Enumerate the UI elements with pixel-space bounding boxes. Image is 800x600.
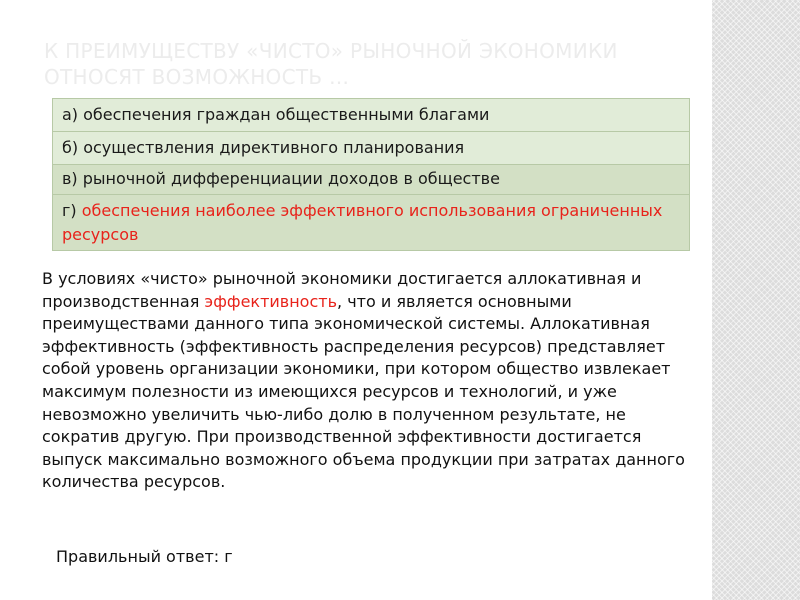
explanation-part-1: В условиях «чисто» рыночной экономики достигается аллокативная и производственная — [42, 269, 642, 311]
explanation-highlight: эффективность — [204, 291, 338, 311]
slide-title — [44, 38, 644, 90]
option-b — [53, 132, 689, 165]
slide-title-line-1: К ПРЕИМУЩЕСТВУ «ЧИСТО» РЫНОЧНОЙ ЭКОНОМИКИ — [44, 39, 618, 63]
answer-options-table — [52, 98, 690, 251]
option-c-text: в) рыночной дифференциации доходов в обществе — [62, 169, 500, 188]
slide-title-line-2: ОТНОСЯТ ВОЗМОЖНОСТЬ … — [44, 65, 350, 89]
correct-answer: Правильный ответ: г — [56, 547, 233, 566]
option-d-text: обеспечения наиболее эффективного использования ограниченных ресурсов — [62, 201, 663, 244]
option-a — [53, 99, 689, 132]
option-b-text: б) осуществления директивного планирования — [62, 138, 465, 157]
option-d-prefix: г) — [62, 201, 82, 220]
option-a-text: а) обеспечения граждан общественными благами — [62, 105, 490, 124]
explanation-paragraph — [42, 268, 702, 494]
decorative-side-band — [712, 0, 800, 600]
option-c — [53, 165, 689, 195]
option-d — [53, 195, 689, 250]
explanation-part-2: , что и является основными преимуществами данного типа экономической системы. Аллокативная эффективность (эффективность распределения ресурсов) представляет собой уровень организации экономики, при котором общество извлекает максимум полезности из имеющихся ресурсов и технологий, и уже невозможно увеличить чью-либо долю в полученном результате, не сократив другую. При производственной эффективности достигается выпуск максимально возможного объема продукции при затратах данного количества ресурсов. — [42, 291, 685, 492]
